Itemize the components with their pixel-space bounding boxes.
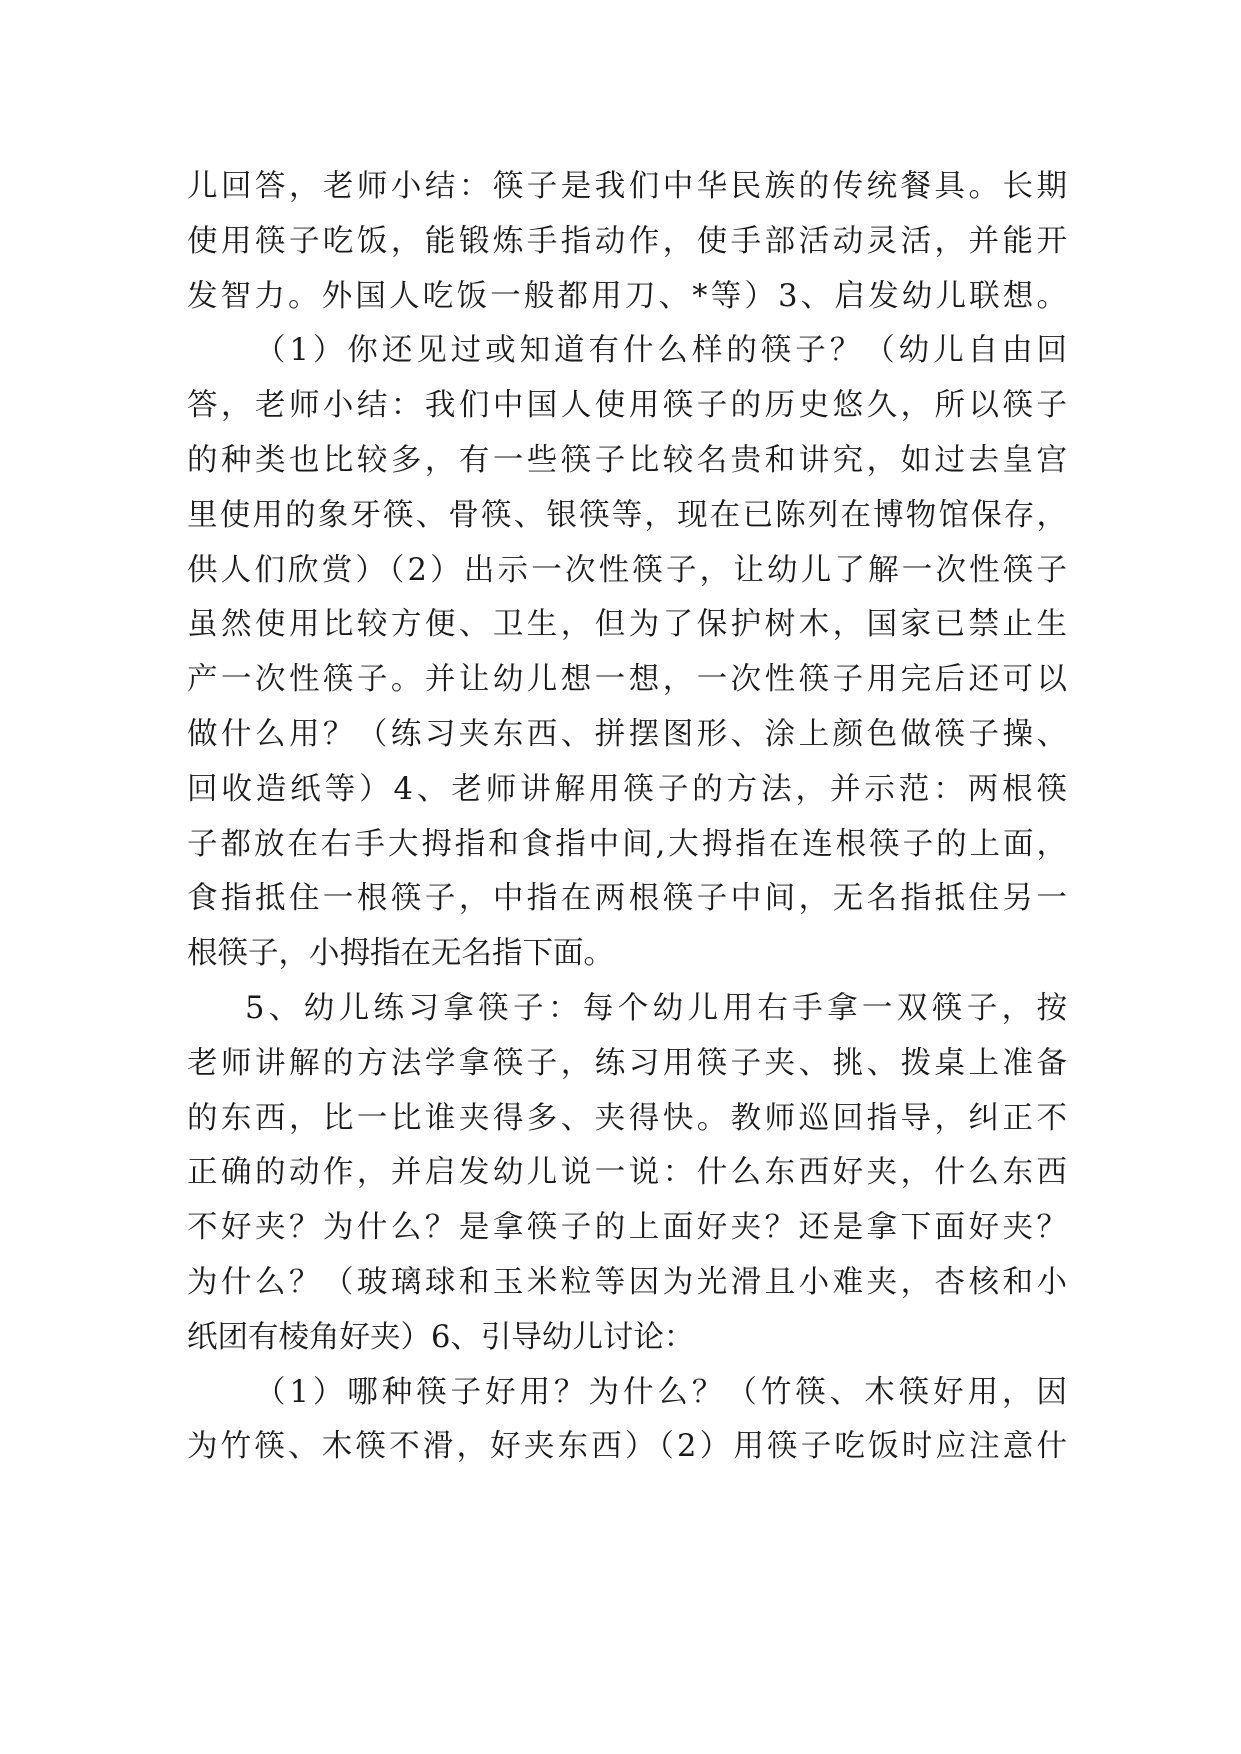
text-line: 答，老师小结：我们中国人使用筷子的历史悠久，所以筷子 bbox=[187, 388, 1067, 424]
text-line: 子都放在右手大拇指和食指中间,大拇指在连根筷子的上面， bbox=[187, 826, 1067, 862]
text-line: 里使用的象牙筷、骨筷、银筷等，现在已陈列在博物馆保存， bbox=[187, 497, 1067, 533]
text-line: 纸团有棱角好夹）6、引导幼儿讨论： bbox=[187, 1319, 695, 1355]
text-line: 儿回答，老师小结：筷子是我们中华民族的传统餐具。长期 bbox=[187, 169, 1067, 204]
text-line: （1）哪种筷子好用？为什么？（竹筷、木筷好用，因 bbox=[255, 1374, 1067, 1410]
text-line: 正确的动作，并启发幼儿说一说：什么东西好夹，什么东西 bbox=[187, 1155, 1067, 1191]
text-line: 回收造纸等）4、老师讲解用筷子的方法，并示范：两根筷 bbox=[187, 771, 1067, 807]
text-line: 的东西，比一比谁夹得多、夹得快。教师巡回指导，纠正不 bbox=[187, 1100, 1067, 1136]
body-text bbox=[187, 160, 1067, 1475]
text-line: 供人们欣赏）（2）出示一次性筷子，让幼儿了解一次性筷子 bbox=[187, 552, 1067, 588]
text-line: 为竹筷、木筷不滑，好夹东西）（2）用筷子吃饭时应注意什 bbox=[187, 1429, 1067, 1465]
text-line: 不好夹？为什么？是拿筷子的上面好夹？还是拿下面好夹？ bbox=[187, 1210, 1067, 1246]
text-line: 产一次性筷子。并让幼儿想一想，一次性筷子用完后还可以 bbox=[187, 662, 1067, 698]
text-line: 5、幼儿练习拿筷子：每个幼儿用右手拿一双筷子，按 bbox=[245, 990, 1067, 1026]
text-line: 做什么用？（练习夹东西、拼摆图形、涂上颜色做筷子操、 bbox=[187, 716, 1067, 752]
text-line: 老师讲解的方法学拿筷子，练习用筷子夹、挑、拨桌上准备 bbox=[187, 1045, 1067, 1081]
text-line: 食指抵住一根筷子，中指在两根筷子中间，无名指抵住另一 bbox=[187, 881, 1067, 917]
text-line: （1）你还见过或知道有什么样的筷子？（幼儿自由回 bbox=[255, 333, 1067, 369]
text-line: 虽然使用比较方便、卫生，但为了保护树木，国家已禁止生 bbox=[187, 607, 1067, 643]
text-line: 使用筷子吃饭，能锻炼手指动作，使手部活动灵活，并能开 bbox=[187, 223, 1067, 259]
text-line: 为什么？（玻璃球和玉米粒等因为光滑且小难夹，杏核和小 bbox=[187, 1264, 1067, 1300]
text-line: 发智力。外国人吃饭一般都用刀、*等）3、启发幼儿联想。 bbox=[187, 278, 1067, 314]
text-line: 的种类也比较多，有一些筷子比较名贵和讲究，如过去皇宫 bbox=[187, 442, 1067, 478]
text-line: 根筷子，小拇指在无名指下面。 bbox=[187, 936, 614, 972]
